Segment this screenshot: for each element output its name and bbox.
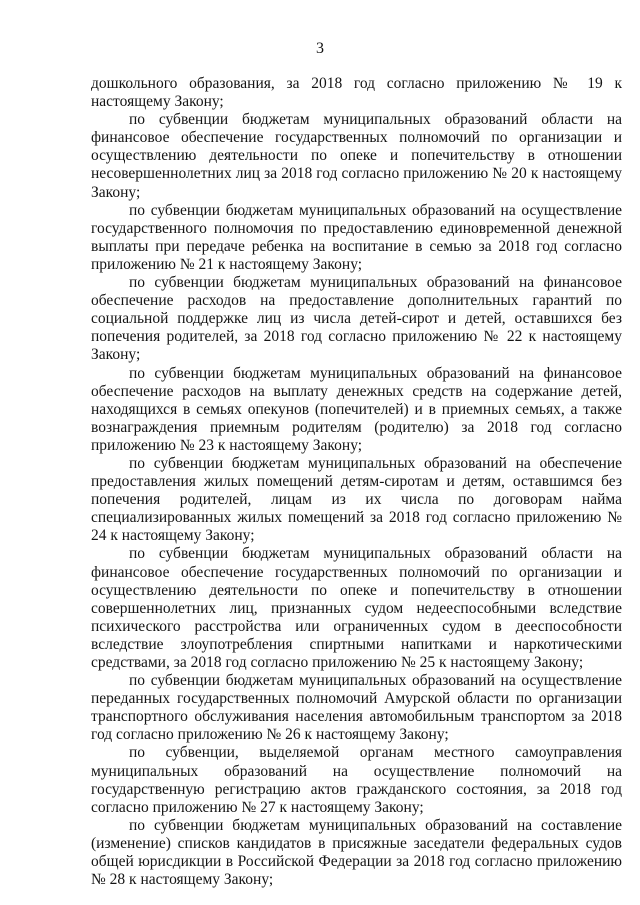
paragraph-appendix-28: по субвенции бюджетам муниципальных образований на составление (изменение) списков кандидатов в присяжные заседатели федеральных судов общей юрисдикции в Российской Федерации за 2018 год согласно приложению № 28 к настоящему Закону;	[91, 816, 622, 889]
paragraph-appendix-22: по субвенции бюджетам муниципальных образований на финансовое обеспечение расходов на предоставление дополнительных гарантий по социальной поддержке лиц из числа детей-сирот и детей, оставшихся без попечения родителей, за 2018 год согласно приложению № 22 к настоящему Закону;	[91, 274, 622, 364]
paragraph-appendix-23: по субвенции бюджетам муниципальных образований на финансовое обеспечение расходов на выплату денежных средств на содержание детей, находящихся в семьях опекунов (попечителей) и в приемных семьях, а также вознаграждения приемным родителям (родителю) за 2018 год согласно приложению № 23 к настоящему Закону;	[91, 364, 622, 454]
paragraph-appendix-25: по субвенции бюджетам муниципальных образований области на финансовое обеспечение государственных полномочий по организации и осуществлению деятельности по опеке и попечительству в отношении совершеннолетних лиц, признанных судом недееспособными вследствие психического расстройства или ограниченных судом в дееспособности вследствие злоупотребления спиртными напитками и наркотическими средствами, за 2018 год согласно приложению № 25 к настоящему Закону;	[91, 545, 622, 671]
paragraph-continuation: дошкольного образования, за 2018 год согласно приложению № 19 к настоящему Закону;	[91, 75, 622, 111]
page-number: 3	[316, 40, 324, 57]
paragraph-appendix-20: по субвенции бюджетам муниципальных образований области на финансовое обеспечение государственных полномочий по организации и осуществлению деятельности по опеке и попечительству в отношении несовершеннолетних лиц за 2018 год согласно приложению № 20 к настоящему Закону;	[91, 111, 622, 201]
paragraph-appendix-26: по субвенции бюджетам муниципальных образований на осуществление переданных государственных полномочий Амурской области по организации транспортного обслуживания населения автомобильным транспортом за 2018 год согласно приложению № 26 к настоящему Закону;	[91, 672, 622, 744]
document-body	[91, 75, 622, 889]
paragraph-appendix-24: по субвенции бюджетам муниципальных образований на обеспечение предоставления жилых помещений детям-сиротам и детям, оставшимся без попечения родителей, лицам из их числа по договорам найма специализированных жилых помещений за 2018 год согласно приложению № 24 к настоящему Закону;	[91, 454, 622, 545]
paragraph-appendix-21: по субвенции бюджетам муниципальных образований на осуществление государственного полномочия по предоставлению единовременной денежной выплаты при передаче ребенка на воспитание в семью за 2018 год согласно приложению № 21 к настоящему Закону;	[91, 201, 622, 273]
paragraph-appendix-27: по субвенции, выделяемой органам местного самоуправления муниципальных образований на осуществление полномочий на государственную регистрацию актов гражданского состояния, за 2018 год согласно приложению № 27 к настоящему Закону;	[91, 744, 622, 816]
